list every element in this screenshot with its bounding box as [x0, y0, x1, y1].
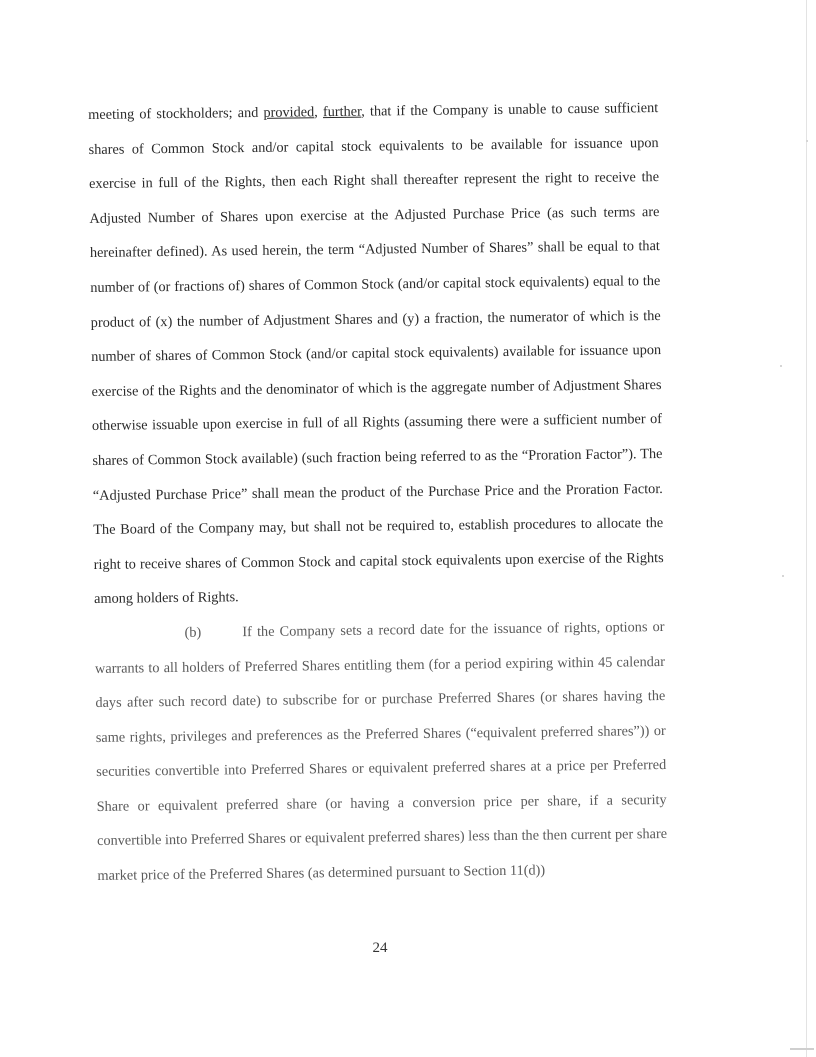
further-term: further	[322, 103, 362, 121]
scan-speck	[806, 140, 808, 142]
scan-speck	[790, 1048, 814, 1050]
page-number: 24	[372, 940, 388, 956]
paragraph-a-rest: , that if the Company is unable to cause sufficient shares of Common Stock and/or capital stock equivalents to be available for issuance upon exercise in full of the Rights, then each Right shall thereafter represent the right to receive the Adjusted Number of Shares upon exercise at the Adjusted Purchase Price (as such terms are hereinafter defined). As used herein, the term “Adjusted Number of Shares” shall be equal to that number of (or fractions of) shares of Common Stock (and/or capital stock equivalents) equal to the product of (x) the number of Adjustment Shares and (y) a fraction, the numerator of which is the number of shares of Common Stock (and/or capital stock equivalents) available for issuance upon exercise of the Rights and the denominator of which is the aggregate number of Adjustment Shares otherwise issuable upon exercise in full of all Rights (assuming there were a sufficient number of shares of Common Stock available) (such fraction being referred to as the “Proration Factor”). The “Adjusted Purchase Price” shall mean the product of the Purchase Price and the Proration Factor. The Board of the Company may, but shall not be required to, establish procedures to allocate the right to receive shares of Common Stock and capital stock equivalents upon exercise of the Rights among holders of Rights.	[88, 100, 664, 608]
provided-term: provided	[263, 104, 315, 121]
scan-speck	[782, 575, 784, 577]
paragraph-b	[94, 610, 667, 894]
scan-edge-line	[806, 0, 807, 1057]
paragraph-a-comma: ,	[314, 104, 324, 121]
document-body	[88, 91, 668, 894]
paragraph-b-text: If the Company sets a record date for the issuance of rights, options or warrants to all holders of Preferred Shares entitling them (for a period expiring within 45 calendar days after such record date) to subscribe for or purchase Preferred Shares (or shares having the same rights, privileges and preferences as the Preferred Shares (“equivalent preferred shares”)) or securities convertible into Preferred Shares or equivalent preferred shares at a price per Preferred Share or equivalent preferred share (or having a conversion price per share, if a security convertible into Preferred Shares or equivalent preferred shares) less than the then current per share market price of the Preferred Shares (as determined pursuant to Section 11(d))	[94, 618, 668, 885]
scan-speck	[780, 365, 782, 367]
paragraph-a-lead: meeting of stockholders; and	[88, 104, 264, 123]
paragraph-a	[88, 91, 664, 617]
paragraph-b-label: (b)	[184, 624, 202, 641]
